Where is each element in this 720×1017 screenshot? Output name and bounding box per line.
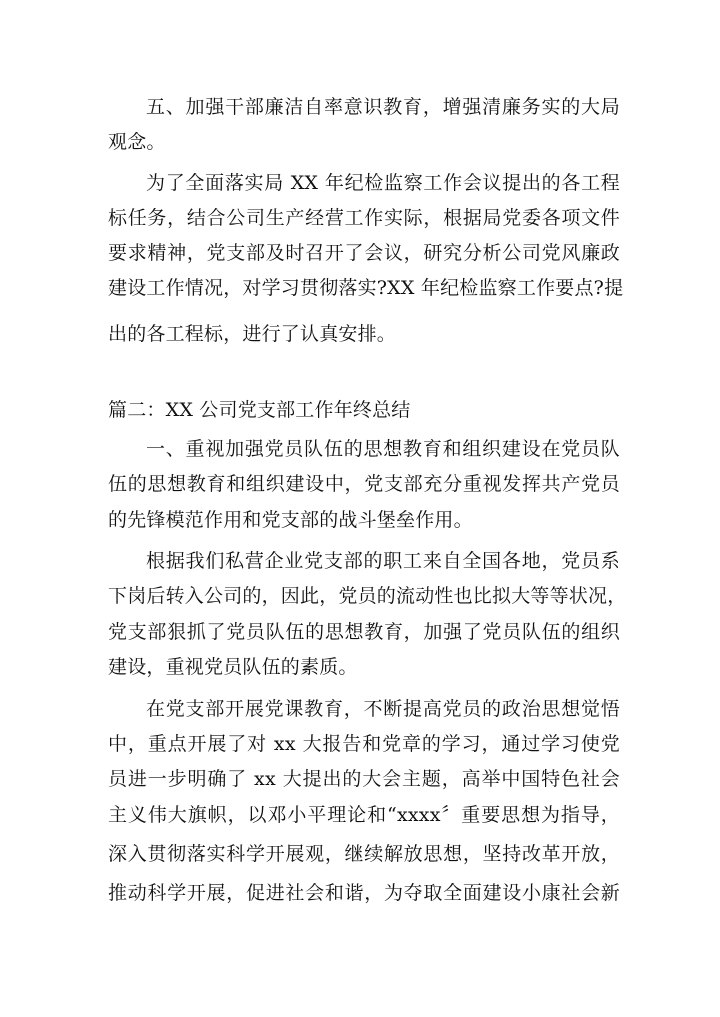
paragraph-private-line-3: 党支部狠抓了党员队伍的思想教育，加强了党员队伍的组织 xyxy=(108,621,620,643)
point-one-line-1: 一、重视加强党员队伍的思想教育和组织建设在党员队 xyxy=(146,438,620,460)
part-two-heading: 篇二：XX 公司党支部工作年终总结 xyxy=(108,399,411,421)
paragraph-education-line-2: 中，重点开展了对 xx 大报告和党章的学习，通过学习使党 xyxy=(108,733,620,755)
paragraph-education-line-6: 推动科学开展，促进社会和谐，为夺取全面建设小康社会新 xyxy=(108,882,620,904)
paragraph-education-line-3: 员进一步明确了 xx 大提出的大会主题，高举中国特色社会 xyxy=(108,768,620,790)
paragraph-education-line-1: 在党支部开展党课教育，不断提高党员的政治思想觉悟 xyxy=(146,698,620,720)
paragraph-implementation-line-5: 出的各工程标，进行了认真安排。 xyxy=(108,323,397,345)
section-five-line-2: 观念。 xyxy=(108,131,166,153)
point-one-line-2: 伍的思想教育和组织建设中，党支部充分重视发挥共产党员 xyxy=(108,473,620,495)
paragraph-implementation-line-4: 建设工作情况，对学习贯彻落实?XX 年纪检监察工作要点?提 xyxy=(108,277,624,299)
paragraph-education-line-5: 深入贯彻落实科学开展观，继续解放思想，坚持改革开放， xyxy=(108,843,620,865)
paragraph-implementation-line-2: 标任务，结合公司生产经营工作实际，根据局党委各项文件 xyxy=(108,207,620,229)
paragraph-private-line-2: 下岗后转入公司的，因此，党员的流动性也比拟大等等状况， xyxy=(108,585,627,607)
point-one-line-3: 的先锋模范作用和党支部的战斗堡垒作用。 xyxy=(108,509,473,531)
paragraph-education-line-4: 主义伟大旗帜，以邓小平理论和“xxxx〞重要思想为指导， xyxy=(108,804,620,826)
paragraph-implementation-line-1: 为了全面落实局 XX 年纪检监察工作会议提出的各工程 xyxy=(146,172,620,194)
paragraph-private-line-4: 建设，重视党员队伍的素质。 xyxy=(108,656,358,678)
paragraph-implementation-line-3: 要求精神，党支部及时召开了会议，研究分析公司党风廉政 xyxy=(108,242,620,264)
section-five-line-1: 五、加强干部廉洁自率意识教育，增强清廉务实的大局 xyxy=(146,96,620,118)
paragraph-private-line-1: 根据我们私营企业党支部的职工来自全国各地，党员系 xyxy=(146,550,620,572)
